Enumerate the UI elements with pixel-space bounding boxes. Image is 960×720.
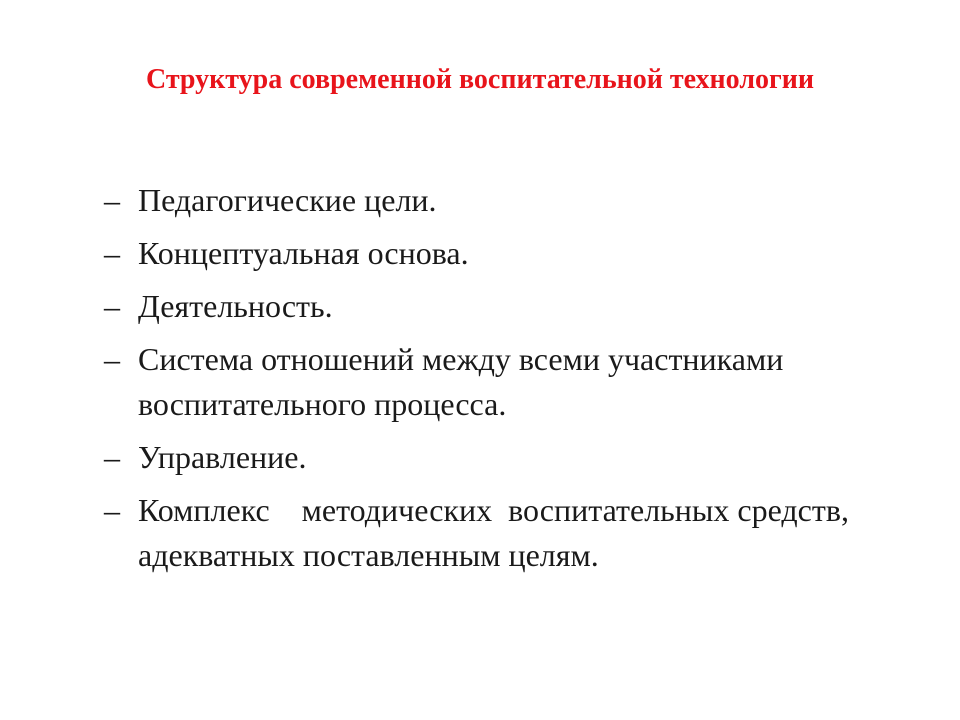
bullet-dash-icon: – [104, 492, 120, 528]
bullet-dash-icon: – [104, 182, 120, 218]
bullet-text: Педагогические цели. [138, 182, 437, 218]
bullet-text: Управление. [138, 439, 307, 475]
bullet-item [104, 178, 864, 223]
bullet-text: Система отношений между всеми участниками воспитательного процесса. [138, 341, 792, 422]
bullet-dash-icon: – [104, 288, 120, 324]
bullet-list [104, 178, 864, 586]
bullet-dash-icon: – [104, 235, 120, 271]
bullet-text: Деятельность. [138, 288, 333, 324]
bullet-item [104, 231, 864, 276]
bullet-item [104, 488, 864, 578]
bullet-dash-icon: – [104, 341, 120, 377]
bullet-item [104, 337, 864, 427]
bullet-text: Комплекс методических воспитательных средств, адекватных поставленным целям. [138, 492, 865, 573]
bullet-dash-icon: – [104, 439, 120, 475]
bullet-item [104, 435, 864, 480]
slide-title: Структура современной воспитательной технологии [145, 64, 815, 95]
bullet-text: Концептуальная основа. [138, 235, 469, 271]
bullet-item [104, 284, 864, 329]
